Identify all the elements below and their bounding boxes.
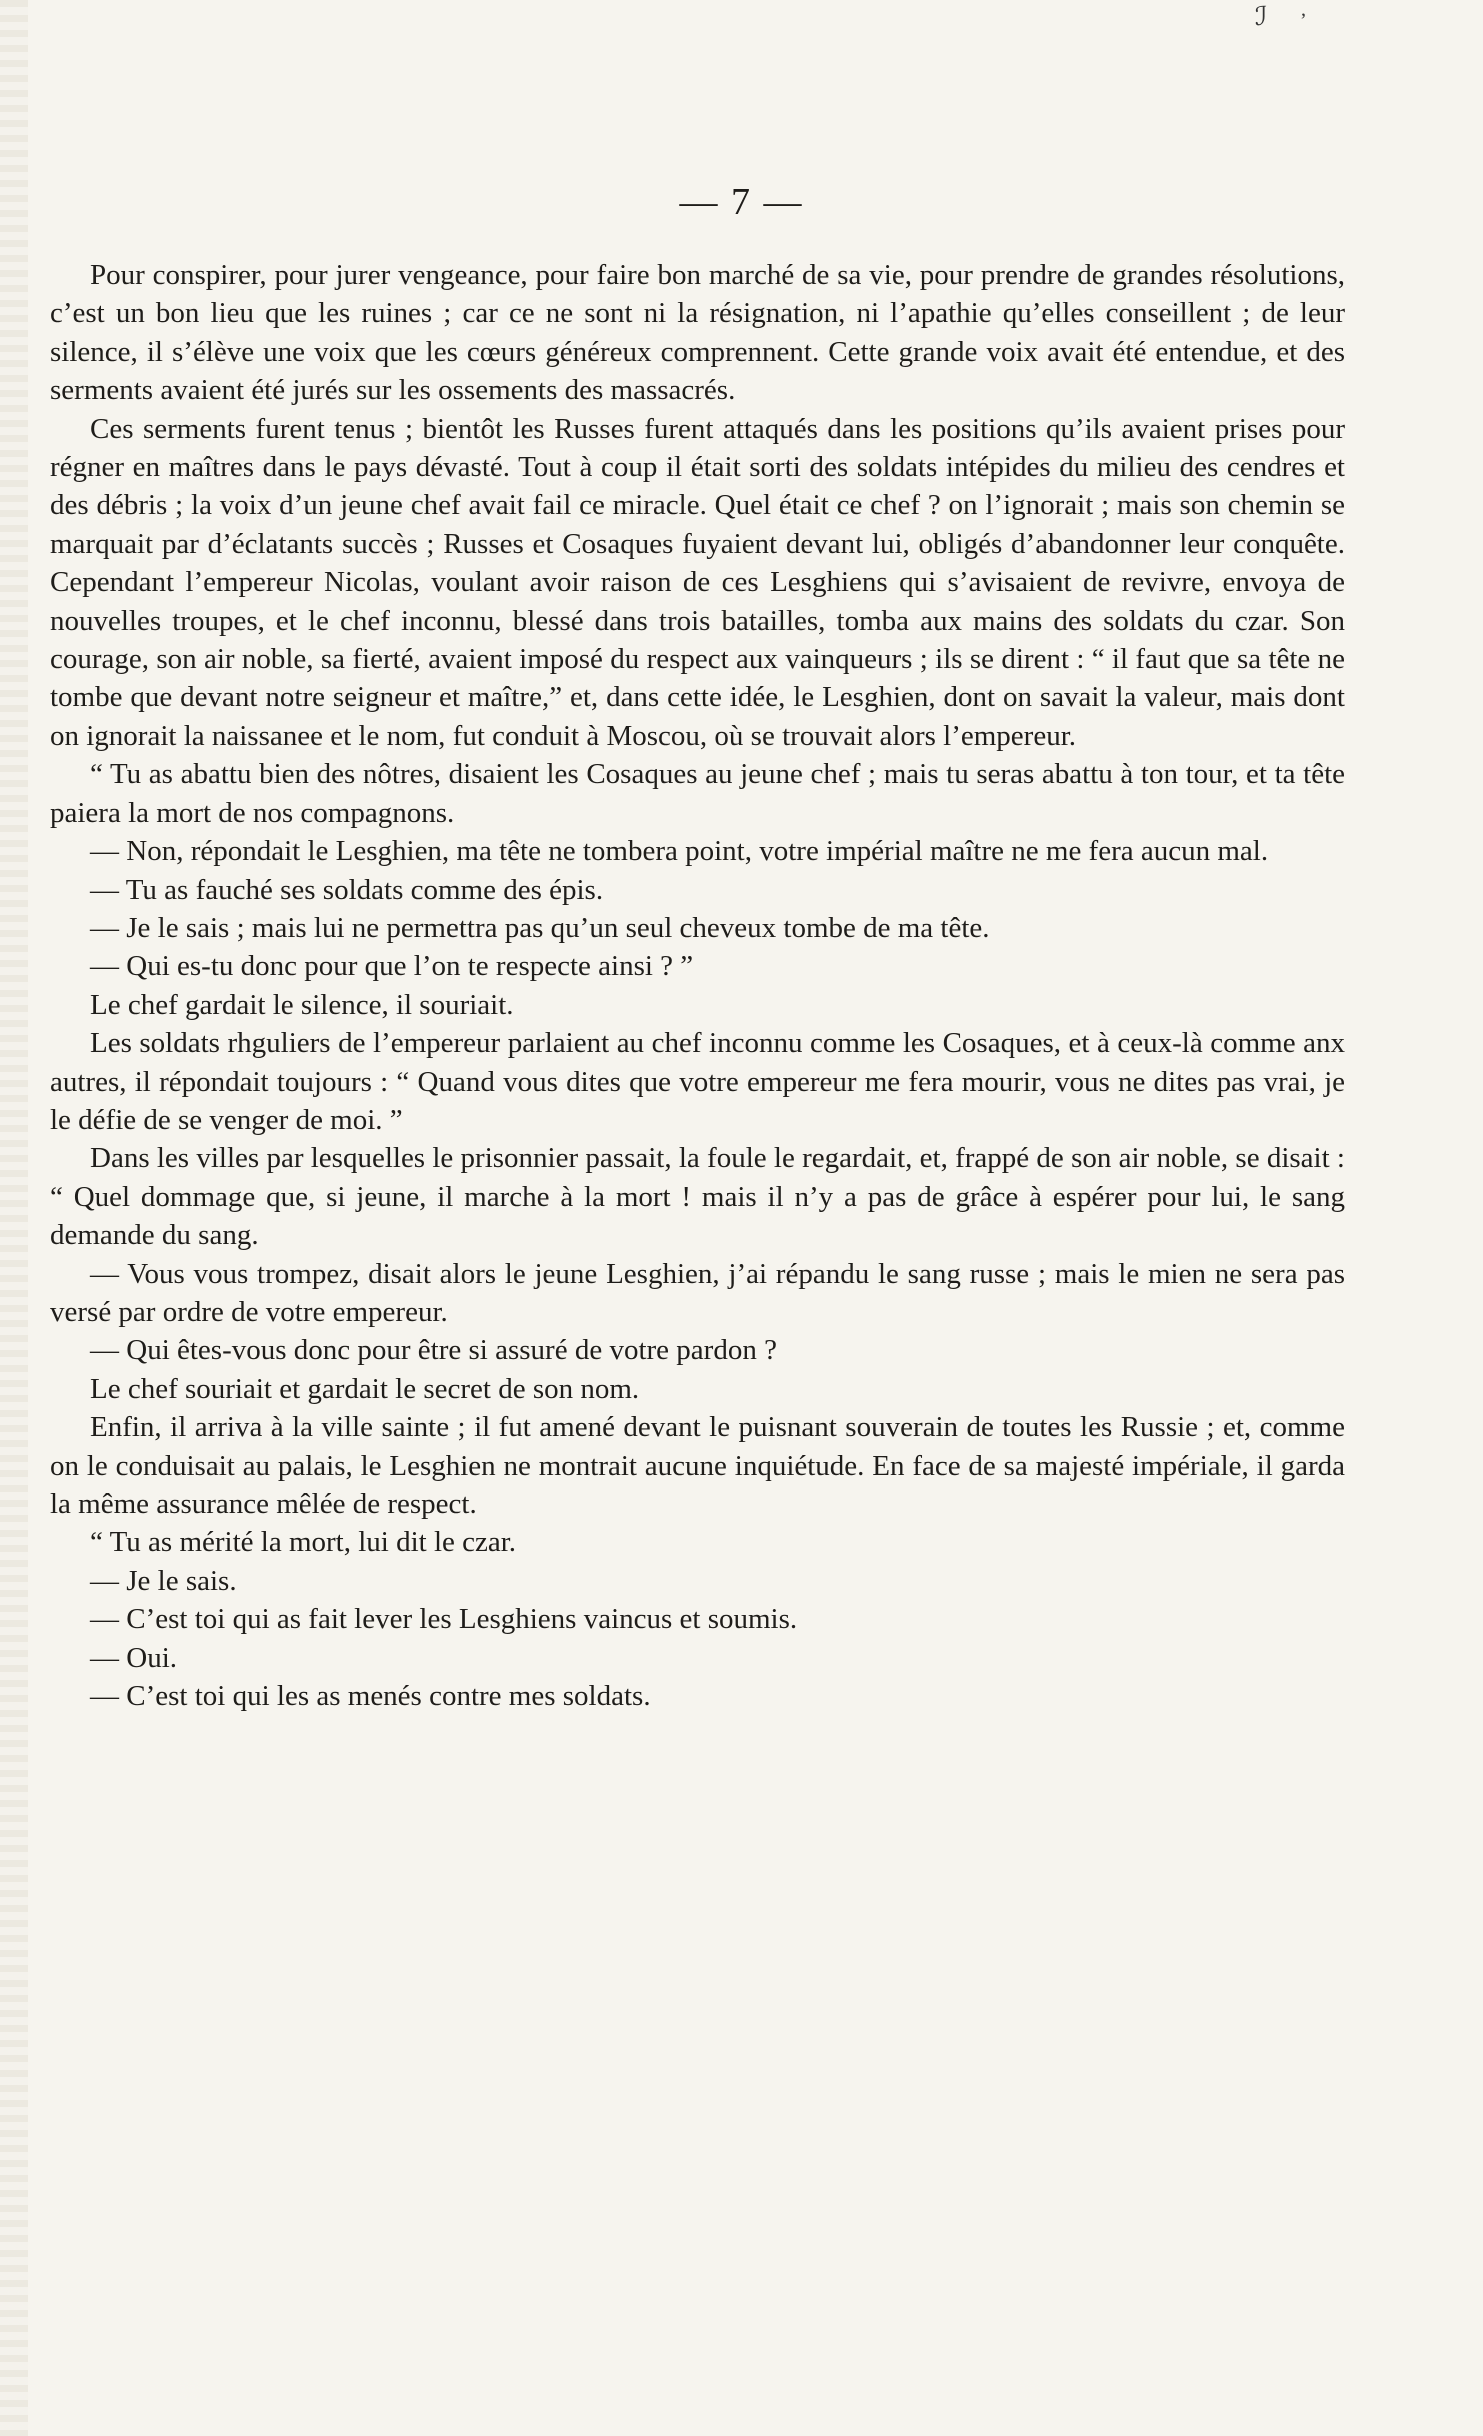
paragraph: “ Tu as mérité la mort, lui dit le czar. [90, 1526, 517, 1559]
paragraph: Dans les villes par lesquelles le prisonnier passait, la foule le regardait, et, frappé de son air noble, se disait : “ Quel dommage que, si jeune, il marche à la mort ! mais il n’y a pas de grâce à espérer pour lui, le sang demande du sang. [50, 1142, 1345, 1252]
paragraph: Le chef gardait le silence, il souriait. [90, 988, 514, 1021]
paragraph: — Vous vous trompez, disait alors le jeune Lesghien, j’ai répandu le sang russe ; mais le mien ne sera pas versé par ordre de votre empereur. [50, 1257, 1345, 1328]
paragraph: — C’est toi qui as fait lever les Lesghiens vaincus et soumis. [90, 1603, 798, 1636]
corner-mark-glyph: ℐ [1255, 2, 1268, 31]
body-text [50, 256, 1345, 1715]
paragraph: — C’est toi qui les as menés contre mes soldats. [90, 1680, 651, 1713]
paragraph: Pour conspirer, pour jurer vengeance, pour faire bon marché de sa vie, pour prendre de grandes résolutions, c’est un bon lieu que les ruines ; car ce ne sont ni la résignation, ni l’apathie qu’elles conseillent ; de leur silence, il s’élève une voix que les cœurs généreux comprennent. Cette grande voix avait été entendue, et des serments avaient été jurés sur les ossements des massacrés. [50, 259, 1345, 407]
paragraph: “ Tu as abattu bien des nôtres, disaient les Cosaques au jeune chef ; mais tu seras abattu à ton tour, et ta tête paiera la mort de nos compagnons. [50, 758, 1345, 829]
paragraph: — Je le sais. [90, 1564, 237, 1597]
paragraph: — Tu as fauché ses soldats comme des épis. [90, 873, 604, 906]
paragraph: — Non, répondait le Lesghien, ma tête ne tombera point, votre impérial maître ne me fera aucun mal. [90, 835, 1269, 868]
paragraph: Les soldats rhguliers de l’empereur parlaient au chef inconnu comme les Cosaques, et à ceux-là comme anx autres, il répondait toujours : “ Quand vous dites que votre empereur me fera mourir, vous ne dites pas vrai, je le défie de se venger de moi. ” [50, 1027, 1345, 1136]
paragraph: — Qui es-tu donc pour que l’on te respecte ainsi ? ” [90, 950, 694, 983]
paragraph: — Qui êtes-vous donc pour être si assuré de votre pardon ? [90, 1334, 777, 1367]
paragraph: Enfin, il arriva à la ville sainte ; il fut amené devant le puisnant souverain de toutes les Russie ; et, comme on le conduisait au palais, le Lesghien ne montrait aucune inquiétude. En face de sa majesté impériale, il garda la même assurance mêlée de respect. [50, 1411, 1345, 1520]
page-number: — 7 — [679, 181, 804, 223]
scan-edge [0, 0, 28, 2436]
paragraph: — Je le sais ; mais lui ne permettra pas qu’un seul cheveux tombe de ma tête. [90, 911, 990, 944]
paragraph: Le chef souriait et gardait le secret de son nom. [90, 1372, 640, 1405]
paragraph: Ces serments furent tenus ; bientôt les Russes furent attaqués dans les positions qu’ils avaient prises pour régner en maîtres dans le pays dévasté. Tout à coup il était sorti des soldats intépides du milieu des cendres et des débris ; la voix d’un jeune chef avait fail ce miracle. Quel était ce chef ? on l’ignorait ; mais son chemin se marquait par d’éclatants succès ; Russes et Cosaques fuyaient devant lui, obligés d’abandonner leur conquête. Cependant l’empereur Nicolas, voulant avoir raison de ces Lesghiens qui s’avisaient de revivre, envoya de nouvelles troupes, et le chef inconnu, blessé dans trois batailles, tomba aux mains des soldats du czar. Son courage, son air noble, sa fierté, avaient imposé du respect aux vainqueurs ; ils se dirent : “ il faut que sa tête ne tombe que devant notre seigneur et maître,” et, dans cette idée, le Lesghien, dont on savait la valeur, mais dont on ignorait la naissanee et le nom, fut conduit à Moscou, où se trouvait alors l’empereur. [50, 412, 1345, 752]
paragraph: — Oui. [90, 1641, 177, 1674]
corner-mark-tick: ʼ [1300, 10, 1307, 32]
